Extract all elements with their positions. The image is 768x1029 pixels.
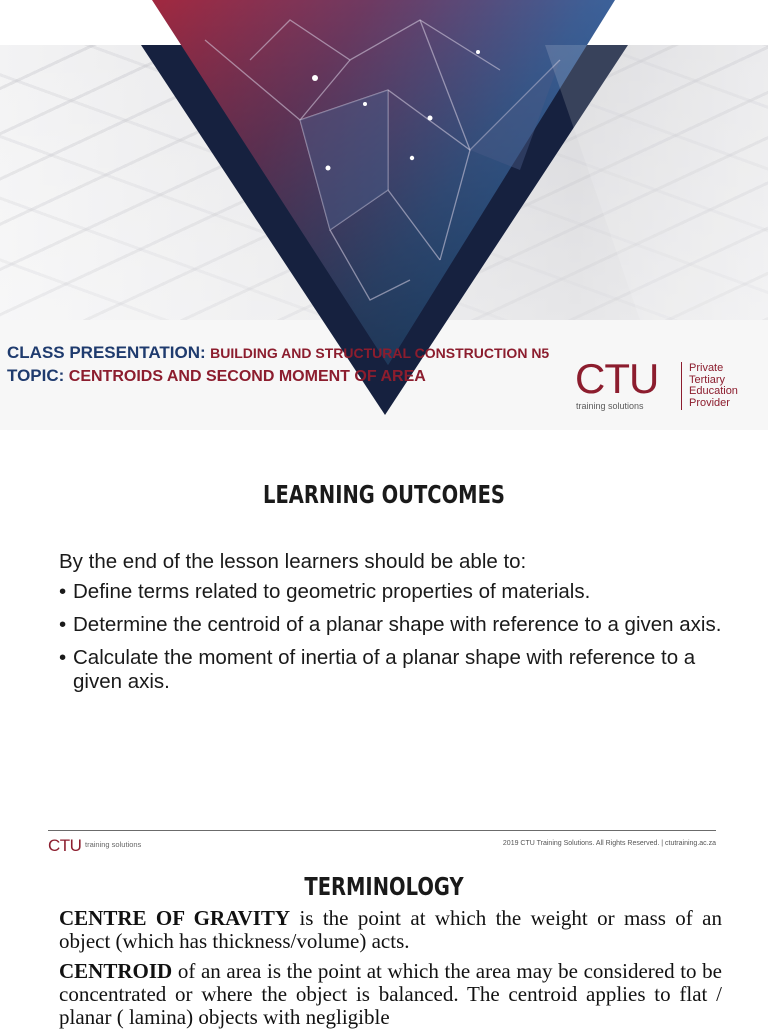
- centre-of-gravity-definition: [59, 907, 722, 953]
- terminology-slide: [0, 860, 768, 1029]
- outcome-text: Calculate the moment of inertia of a planar shape with reference to a given axis.: [73, 646, 696, 693]
- class-value: BUILDING AND STRUCTURAL CONSTRUCTION N5: [210, 345, 550, 361]
- outcome-text: Define terms related to geometric properties of materials.: [73, 580, 591, 603]
- provider-text: [689, 363, 738, 409]
- footer-rule: [48, 830, 716, 831]
- centroid-definition: [59, 960, 722, 1029]
- term: CENTROID: [59, 959, 173, 983]
- outcomes-intro: By the end of the lesson learners should be able to:: [59, 550, 527, 573]
- provider-line: Education: [689, 385, 738, 397]
- cover-title-block: [7, 342, 549, 388]
- terminology-heading: TERMINOLOGY: [304, 872, 464, 901]
- footer-logo-tagline: training solutions: [85, 840, 142, 849]
- list-item: [59, 646, 729, 694]
- topic-value: CENTROIDS AND SECOND MOMENT OF AREA: [68, 368, 426, 385]
- provider-line: Provider: [689, 396, 730, 409]
- term: CENTRE OF GRAVITY: [59, 906, 291, 930]
- footer-copyright: 2019 CTU Training Solutions. All Rights Reserved. | ctutraining.ac.za: [502, 840, 716, 847]
- list-item: [59, 580, 729, 604]
- bullet-glyph: •: [59, 613, 67, 636]
- definition-text: of an area is the point at which the area may be considered to be concentrated or where the object is balanced. The centroid applies to flat / planar ( lamina) objects with negligible: [59, 959, 722, 1029]
- outcomes-heading: LEARNING OUTCOMES: [263, 480, 505, 509]
- topic-row: [7, 365, 549, 388]
- logo-divider: [681, 362, 682, 410]
- bullet-glyph: •: [59, 580, 67, 603]
- provider-line: Private: [689, 362, 724, 374]
- ctu-wordmark: CTU: [575, 355, 659, 402]
- footer-logo: CTU: [48, 836, 82, 855]
- outcome-text: Determine the centroid of a planar shape with reference to a given axis.: [73, 613, 722, 636]
- class-row: [7, 342, 549, 365]
- class-label: CLASS PRESENTATION:: [7, 343, 206, 362]
- bullet-glyph: •: [59, 646, 67, 669]
- outcomes-list: [59, 580, 729, 703]
- learning-outcomes-slide: [0, 440, 768, 860]
- ctu-logo: [575, 355, 755, 416]
- topic-label: TOPIC:: [7, 366, 65, 385]
- definition-text: is the point at which the weight or mass of an object (which has thickness/volume) acts.: [59, 906, 722, 953]
- ctu-tagline: training solutions: [576, 401, 644, 411]
- cover-slide: [0, 0, 768, 430]
- slide-footer: [48, 830, 716, 860]
- list-item: [59, 613, 729, 637]
- provider-line: Tertiary: [689, 373, 726, 386]
